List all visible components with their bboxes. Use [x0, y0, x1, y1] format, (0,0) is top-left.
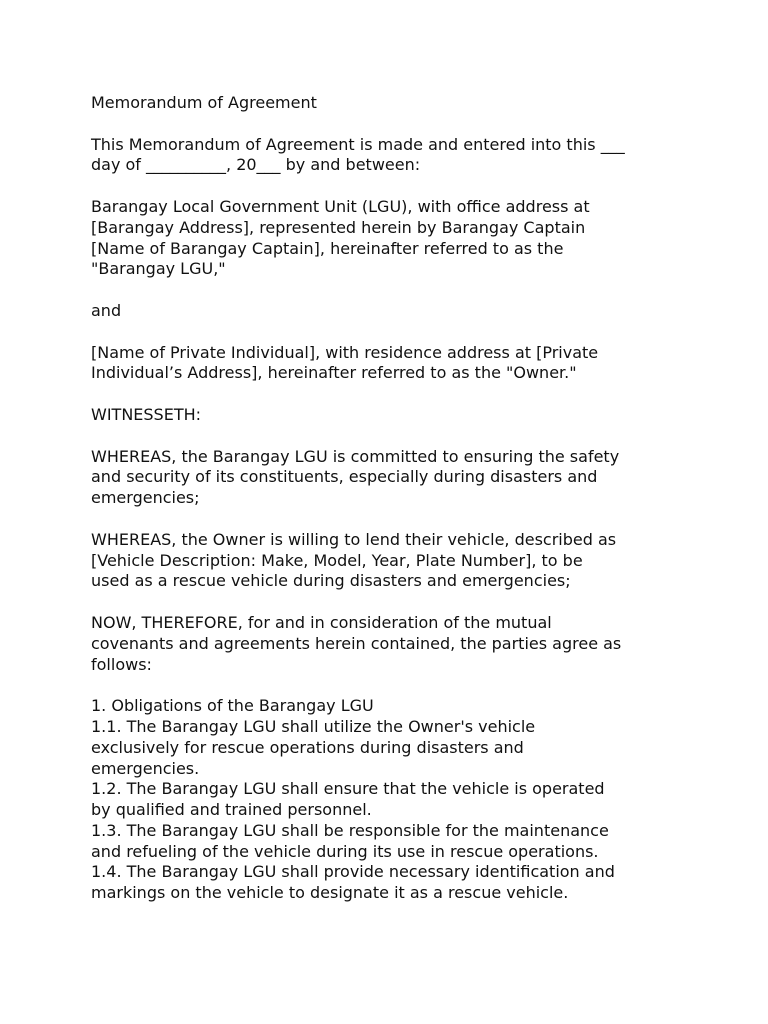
text-line: WHEREAS, the Owner is willing to lend their vehicle, described as	[91, 529, 617, 549]
text-line: Individual’s Address], hereinafter referred to as the "Owner."	[91, 363, 577, 383]
text-line: follows:	[91, 654, 152, 674]
text-line: "Barangay LGU,"	[91, 259, 226, 279]
text-line: [Vehicle Description: Make, Model, Year, Plate Number], to be	[91, 550, 583, 570]
text-line: 1.1. The Barangay LGU shall utilize the Owner's vehicle	[91, 716, 536, 736]
whereas-paragraph-1	[91, 447, 688, 509]
paragraph-gap	[91, 592, 688, 613]
text-line: and security of its constituents, especially during disasters and	[91, 467, 598, 487]
clause-1-3	[91, 821, 688, 863]
text-line: 1.2. The Barangay LGU shall ensure that the vehicle is operated	[91, 779, 605, 799]
text-line: [Name of Barangay Captain], hereinafter referred to as the	[91, 238, 564, 258]
text-line: This Memorandum of Agreement is made and entered into this ___	[91, 134, 625, 154]
text-line: by qualified and trained personnel.	[91, 800, 372, 820]
text-line: 1.4. The Barangay LGU shall provide necessary identification and	[91, 862, 615, 882]
section-heading: 1. Obligations of the Barangay LGU	[91, 696, 374, 716]
text-line: Barangay Local Government Unit (LGU), with office address at	[91, 196, 590, 216]
paragraph-gap	[91, 176, 688, 197]
intro-paragraph	[91, 135, 688, 177]
text-line: emergencies;	[91, 488, 200, 508]
text-line: markings on the vehicle to designate it as a rescue vehicle.	[91, 883, 569, 903]
text-line: NOW, THEREFORE, for and in consideration of the mutual	[91, 612, 552, 632]
paragraph-gap	[91, 426, 688, 447]
clause-1-1	[91, 717, 688, 779]
paragraph-gap	[91, 114, 688, 135]
section-1	[91, 696, 688, 904]
paragraph-gap	[91, 675, 688, 696]
text-line: used as a rescue vehicle during disasters and emergencies;	[91, 571, 571, 591]
paragraph-gap	[91, 280, 688, 301]
clause-1-4	[91, 862, 688, 904]
text-line: 1.3. The Barangay LGU shall be responsible for the maintenance	[91, 820, 609, 840]
text-line: WHEREAS, the Barangay LGU is committed to ensuring the safety	[91, 446, 620, 466]
party-lgu-paragraph	[91, 197, 688, 280]
text-line: and	[91, 300, 122, 320]
paragraph-gap	[91, 384, 688, 405]
text-line: covenants and agreements herein contained, the parties agree as	[91, 633, 622, 653]
paragraph-gap	[91, 509, 688, 530]
and-paragraph	[91, 301, 688, 322]
text-line: emergencies.	[91, 758, 200, 778]
text-line: [Barangay Address], represented herein by Barangay Captain	[91, 217, 586, 237]
document-title	[91, 93, 688, 114]
party-owner-paragraph	[91, 343, 688, 385]
text-line: day of __________, 20___ by and between:	[91, 155, 421, 175]
text-line: and refueling of the vehicle during its use in rescue operations.	[91, 841, 599, 861]
whereas-paragraph-2	[91, 530, 688, 592]
clause-1-2	[91, 779, 688, 821]
text-line: exclusively for rescue operations during disasters and	[91, 737, 524, 757]
title-line: Memorandum of Agreement	[91, 93, 317, 112]
witnesseth-paragraph	[91, 405, 688, 426]
paragraph-gap	[91, 322, 688, 343]
text-line: [Name of Private Individual], with residence address at [Private	[91, 342, 599, 362]
now-therefore-paragraph	[91, 613, 688, 675]
text-line: WITNESSETH:	[91, 404, 202, 424]
